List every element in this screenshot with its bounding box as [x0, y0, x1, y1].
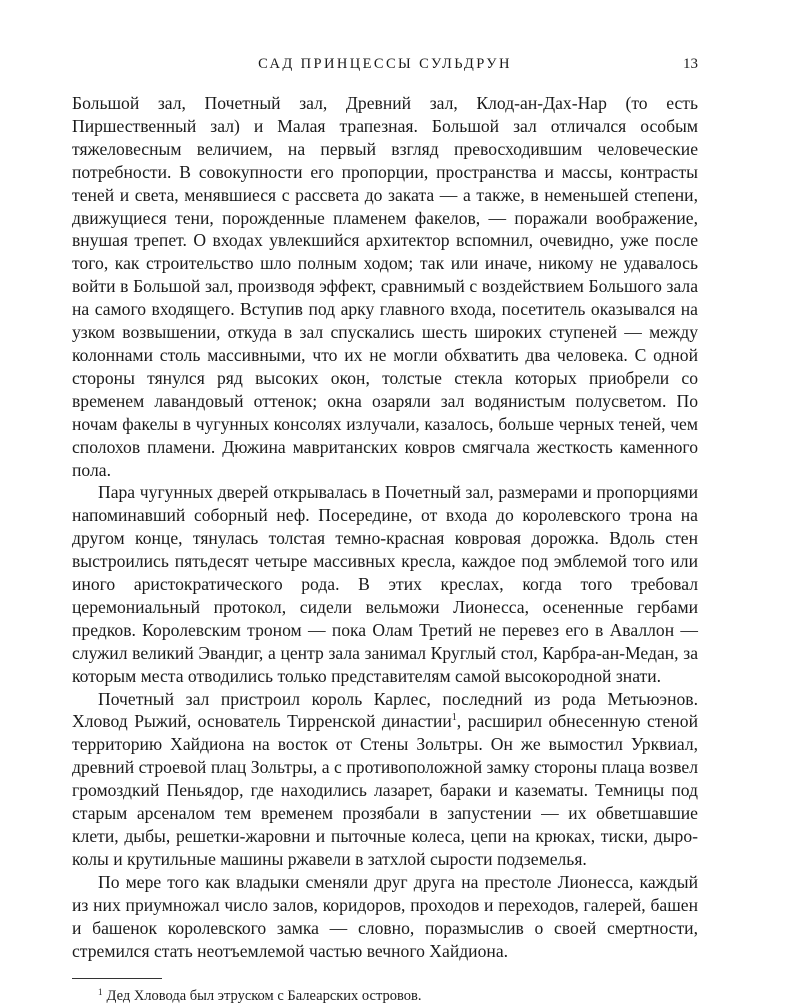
footnote-text: Дед Хловода был этруском с Балеарских островов.	[106, 988, 422, 1005]
footnote	[98, 987, 698, 1005]
running-title: САД ПРИНЦЕССЫ СУЛЬДРУН	[258, 56, 512, 72]
paragraph-1: Большой зал, Почетный зал, Древний зал, Клод-ан-Дах-Нар (то есть Пиршественный зал) и Малая трапезная. Большой зал отличался особым тяжеловесным величием, на первый взгляд превосходившим человеческие потребности. В совокупности его пропорции, пространства и массы, контрасты теней и света, менявшиеся с рассвета до заката — а также, в неменьшей степени, движущиеся тени, порожденные пламенем факелов, — поражали воображение, внушая трепет. О входах увлекшийся архитектор вспомнил, очевидно, уже после того, как строительство шло полным ходом; так или иначе, никому не удавалось войти в Большой зал, производя эффект, сравнимый с воздействием Большого зала на самого входящего. Вступив под арку главного входа, посетитель оказывался на узком возвышении, откуда в зал спускались шесть широких ступеней — между колоннами столь массивными, что их не могли обхватить два человека. С одной стороны тянулся ряд высоких окон, толстые стекла которых приобрели со временем лавандовый оттенок; окна озаряли зал водянистым полусветом. По ночам факелы в чугунных консолях излучали, казалось, больше черных теней, чем сполохов пламени. Дюжина мавританских ковров смягчала жесткость каменного пола.	[72, 93, 698, 480]
paragraph-3	[72, 688, 698, 871]
paragraph-3-part-2: , расширил обнесенную стеной территорию Хайдиона на восток от Стены Зольтры. Он же вымостил Урквиал, древний строевой плац Зольтры, а с противоположной замку стороны плаца возвел громоздкий Пеньядор, где находились лазарет, бараки и казематы. Темницы под старым арсеналом тем временем прозябали в запустении — их обветшавшие клети, дыбы, решетки-жаровни и пыточные колеса, цепи на крюках, тиски, дыроколы и крутильные машины ржавели в затхлой сырости подземелья.	[72, 711, 698, 869]
body-text	[72, 92, 698, 962]
paragraph-4: По мере того как владыки сменяли друг друга на престоле Лионесса, каждый из них приумножал число залов, коридоров, проходов и переходов, галерей, башен и башенок королевского замка — словно, поразмыслив о своей смертности, стремился стать неотъемлемой частью вечного Хайдиона.	[72, 871, 698, 961]
footnote-reference[interactable]: 1	[451, 712, 457, 724]
running-head	[72, 50, 698, 80]
paragraph-3-part-1: Почетный зал пристроил король Карлес, последний из рода Метьюэнов. Хловод Рыжий, основатель Тирренской династии	[72, 688, 698, 732]
page-number: 13	[683, 56, 698, 72]
footnote-divider	[72, 978, 162, 979]
book-page	[72, 50, 698, 1005]
paragraph-2: Пара чугунных дверей открывалась в Почетный зал, размерами и пропорциями напоминавший соборный неф. Посередине, от входа до королевского трона на другом конце, тянулась толстая темно-красная ковровая дорожка. Вдоль стен выстроились пятьдесят четыре массивных кресла, каждое под эмблемой того или иного аристократического рода. В этих креслах, когда того требовал церемониальный протокол, сидели вельможи Лионесса, осененные гербами предков. Королевским троном — пока Олам Третий не перевез его в Аваллон — служил великий Эвандиг, а центр зала занимал Круглый стол, Карбра-ан-Медан, за которым места отводились только представителям самой высокородной знати.	[72, 482, 698, 686]
footnote-marker: 1	[98, 986, 103, 997]
